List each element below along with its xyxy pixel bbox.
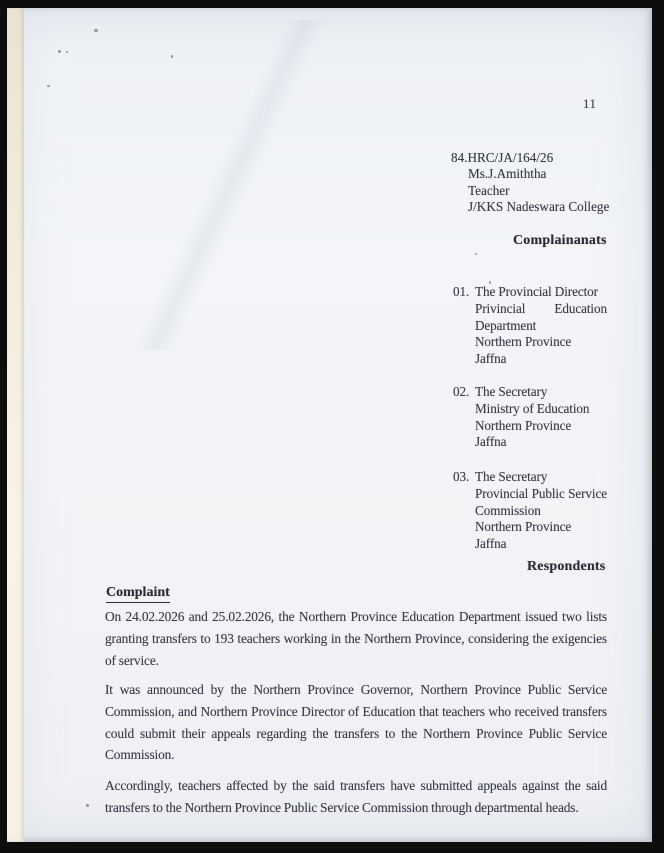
respondent-line: Jaffna — [475, 434, 507, 450]
paragraph-line: Commission, and Northern Province Director of Education that teachers who received transfers — [105, 703, 607, 719]
complaint-heading-text: Complaint — [106, 584, 170, 603]
paragraph-line: On 24.02.2026 and 25.02.2026, the Northern Province Education Department issued two lists — [105, 609, 607, 624]
respondent-line: Jaffna — [475, 536, 507, 552]
respondent-line — [475, 486, 607, 503]
scan-crease — [40, 20, 420, 350]
case-header-block — [451, 150, 609, 216]
respondent-line: The Secretary — [475, 384, 548, 399]
respondent-number: 02. — [453, 384, 470, 399]
paragraph-line: transfers to the Northern Province Public Service Commission through departmental heads. — [105, 799, 579, 815]
respondent-number: 03. — [453, 469, 470, 484]
scan-speck — [86, 804, 89, 807]
scanned-page — [7, 8, 652, 842]
paragraph-line: could submit their appeals regarding the transfers to the Northern Province Public Service — [105, 725, 607, 741]
respondent-item-03 — [453, 469, 613, 553]
respondent-line-word: Service — [568, 485, 607, 501]
respondent-line — [475, 301, 607, 318]
respondent-line: Jaffna — [475, 351, 507, 367]
page-left-edge — [7, 8, 24, 842]
complaint-paragraph-1 — [105, 606, 607, 671]
respondent-line: Northern Province — [475, 334, 572, 350]
scan-speck — [171, 55, 173, 58]
respondent-line: Ministry of Education — [475, 400, 590, 416]
scan-speck — [94, 29, 98, 32]
page-number: 11 — [583, 96, 597, 111]
respondent-line-word: Education — [554, 300, 607, 316]
respondent-line-word: Privincial — [475, 300, 526, 316]
complaint-paragraph-3 — [105, 775, 607, 819]
respondent-item-02 — [453, 384, 613, 451]
paragraph-line: Commission. — [105, 747, 175, 763]
respondent-line: Department — [475, 317, 537, 333]
paragraph-line: of service. — [105, 652, 159, 668]
respondent-line: The Provincial Director — [475, 284, 598, 299]
paragraph-line: It was announced by the Northern Province Governor, Northern Province Public Service — [105, 682, 607, 697]
complainants-label: Complainanats — [513, 233, 607, 248]
complainant-role: Teacher — [468, 182, 510, 198]
complainant-name: Ms.J.Amiththa — [468, 166, 547, 182]
respondent-item-01 — [453, 284, 613, 368]
paragraph-line: Accordingly, teachers affected by the said transfers have submitted appeals against the said — [105, 778, 607, 793]
respondent-line-word: Provincial — [475, 485, 529, 501]
respondent-line: Commission — [475, 502, 541, 518]
scan-speck — [475, 253, 477, 255]
complaint-paragraph-2 — [105, 679, 607, 766]
respondent-number: 01. — [453, 284, 470, 299]
scan-speck — [66, 51, 68, 53]
case-number: 84.HRC/JA/164/26 — [451, 150, 554, 165]
scan-speck — [58, 50, 61, 53]
paragraph-line: granting transfers to 193 teachers working in the Northern Province, considering the exigencies — [105, 630, 607, 646]
respondent-line: Northern Province — [475, 519, 572, 535]
complainant-institution: J/KKS Nadeswara College — [468, 199, 610, 215]
respondent-line: The Secretary — [475, 469, 548, 484]
scan-speck — [47, 85, 50, 87]
respondent-line-word: Public — [531, 485, 565, 501]
complaint-heading — [106, 584, 170, 603]
respondents-label: Respondents — [527, 559, 606, 574]
respondent-line: Northern Province — [475, 417, 572, 433]
